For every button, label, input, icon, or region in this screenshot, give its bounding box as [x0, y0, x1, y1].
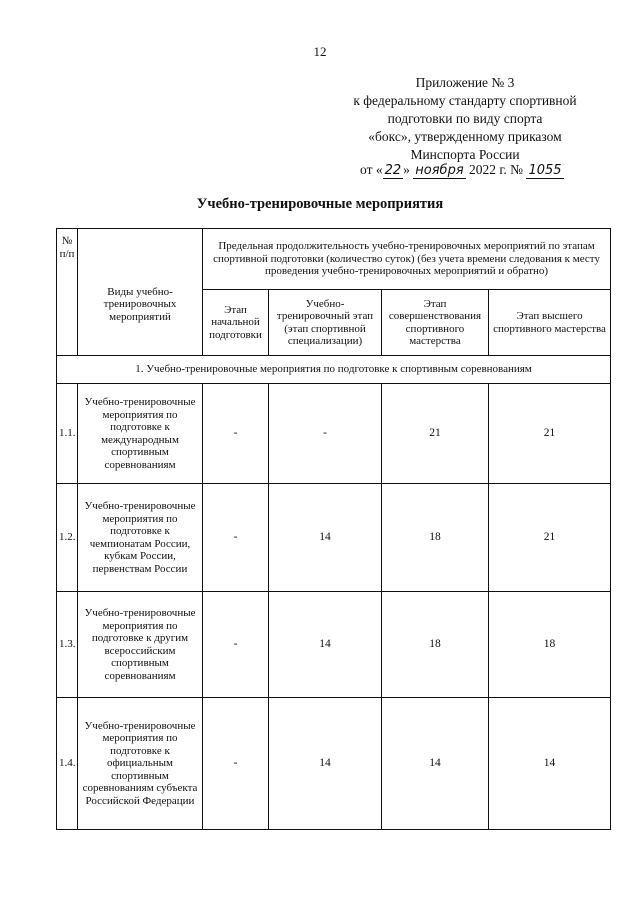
appendix-line: «бокс», утвержденному приказом — [368, 129, 562, 144]
header-stage-improvement: Этап совершенствования спортивного мастерства — [382, 290, 489, 356]
header-stage-training: Учебно-тренировочный этап (этап спортивной специализации) — [269, 290, 382, 356]
section-row — [57, 356, 611, 384]
order-day: 22 — [384, 163, 402, 178]
order-mid: » — [403, 162, 410, 177]
table-row — [57, 592, 611, 698]
order-year: 2022 г. № — [469, 162, 524, 177]
row-value-stage2: - — [269, 384, 382, 484]
header-num: № п/п — [57, 229, 78, 356]
training-events-table — [56, 228, 611, 830]
row-num: 1.1. — [57, 384, 78, 484]
header-stage-higher: Этап высшего спортивного мастерства — [489, 290, 611, 356]
document-title: Учебно-тренировочные мероприятия — [196, 196, 444, 212]
row-value-stage1: - — [203, 698, 269, 830]
row-value-stage4: 21 — [489, 384, 611, 484]
row-value-stage1: - — [203, 592, 269, 698]
table-row — [57, 384, 611, 484]
row-value-stage4: 21 — [489, 484, 611, 592]
table-row — [57, 698, 611, 830]
section-title: 1. Учебно-тренировочные мероприятия по подготовке к спортивным соревнованиям — [57, 356, 611, 384]
row-value-stage2: 14 — [269, 484, 382, 592]
header-types: Виды учебно-тренировочных мероприятий — [78, 229, 203, 356]
row-value-stage3: 18 — [382, 592, 489, 698]
row-value-stage4: 14 — [489, 698, 611, 830]
appendix-line: подготовки по виду спорта — [387, 111, 543, 126]
row-value-stage3: 21 — [382, 384, 489, 484]
row-value-stage4: 18 — [489, 592, 611, 698]
row-value-stage2: 14 — [269, 698, 382, 830]
row-name: Учебно-тренировочные мероприятия по подготовке к другим всероссийским спортивным соревнованиям — [78, 592, 203, 698]
appendix-line: Приложение № 3 — [415, 75, 515, 90]
row-num: 1.2. — [57, 484, 78, 592]
row-name: Учебно-тренировочные мероприятия по подготовке к международным спортивным соревнованиям — [78, 384, 203, 484]
row-value-stage2: 14 — [269, 592, 382, 698]
row-value-stage1: - — [203, 484, 269, 592]
order-number: 1055 — [528, 163, 562, 178]
header-duration: Предельная продолжительность учебно-тренировочных мероприятий по этапам спортивной подготовки (количество суток) (без учета времени следования к месту проведения учебно-тренировочных мероприятий и обратно) — [203, 229, 611, 290]
row-value-stage3: 18 — [382, 484, 489, 592]
table-row — [57, 484, 611, 592]
order-line — [360, 162, 564, 178]
appendix-line: Минспорта России — [410, 147, 520, 162]
order-prefix: от « — [360, 162, 383, 177]
row-value-stage1: - — [203, 384, 269, 484]
page-number: 12 — [313, 44, 327, 59]
table-header-row — [57, 229, 611, 290]
appendix-block — [330, 74, 600, 164]
appendix-line: к федеральному стандарту спортивной — [353, 93, 577, 108]
row-num: 1.3. — [57, 592, 78, 698]
row-num: 1.4. — [57, 698, 78, 830]
order-month: ноября — [415, 163, 464, 178]
row-name: Учебно-тренировочные мероприятия по подготовке к официальным спортивным соревнованиям субъекта Российской Федерации — [78, 698, 203, 830]
header-stage-initial: Этап начальной подготовки — [203, 290, 269, 356]
row-value-stage3: 14 — [382, 698, 489, 830]
row-name: Учебно-тренировочные мероприятия по подготовке к чемпионатам России, кубкам России, первенствам России — [78, 484, 203, 592]
